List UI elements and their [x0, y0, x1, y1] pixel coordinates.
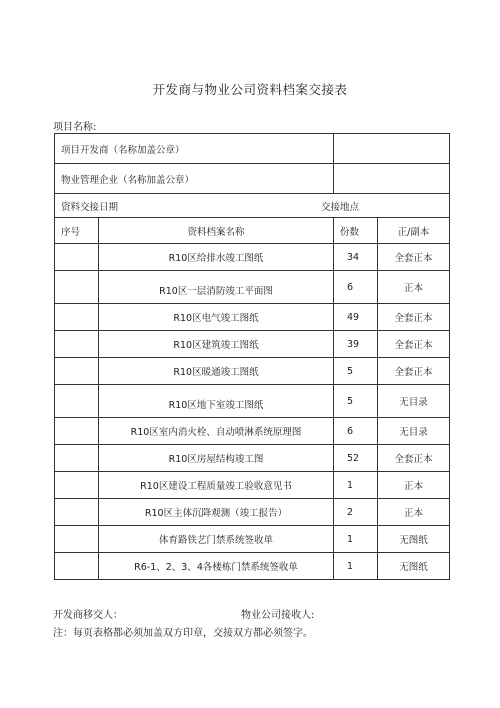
- row-document-name: R10区给排水竣工图纸: [99, 244, 334, 271]
- row-document-name: R10区主体沉降观测（竣工报告）: [99, 499, 334, 526]
- row-copy-type: 无目录: [378, 385, 450, 418]
- page-title: 开发商与物业公司资料档案交接表: [152, 82, 348, 97]
- developer-value-cell[interactable]: [334, 134, 450, 164]
- property-receiver-label: 物业公司接收人:: [241, 610, 315, 621]
- property-value-cell[interactable]: [334, 164, 450, 194]
- developer-row: [55, 134, 450, 164]
- property-row: [55, 164, 450, 194]
- handover-table: [54, 133, 450, 580]
- handover-place-label: 交接地点: [321, 201, 360, 213]
- row-seq-cell: [55, 244, 99, 271]
- row-seq-cell: [55, 304, 99, 331]
- row-count: 1: [334, 526, 378, 553]
- row-seq-cell: [55, 445, 99, 472]
- row-seq-cell: [55, 331, 99, 358]
- row-seq-cell: [55, 418, 99, 445]
- row-seq-cell: [55, 472, 99, 499]
- handover-date-cell: [55, 194, 450, 218]
- row-count: 39: [334, 331, 378, 358]
- table-row: [55, 445, 450, 472]
- row-document-name: R10区室内消火栓、自动喷淋系统原理图: [99, 418, 334, 445]
- row-document-name: R10区一层消防竣工平面图: [99, 271, 334, 304]
- row-count: 1: [334, 553, 378, 580]
- row-seq-cell: [55, 358, 99, 385]
- footer-note: 注：每页表格都必须加盖双方印章，交接双方都必须签字。: [53, 628, 313, 639]
- row-seq-cell: [55, 271, 99, 304]
- row-count: 6: [334, 418, 378, 445]
- row-copy-type: 正本: [378, 472, 450, 499]
- developer-label: 项目开发商（名称加盖公章）: [55, 134, 334, 164]
- row-copy-type: 全套正本: [378, 244, 450, 271]
- table-row: [55, 331, 450, 358]
- table-row: [55, 526, 450, 553]
- row-document-name: R10区暖通竣工图纸: [99, 358, 334, 385]
- row-count: 5: [334, 358, 378, 385]
- table-row: [55, 472, 450, 499]
- table-row: [55, 385, 450, 418]
- row-copy-type: 无图纸: [378, 526, 450, 553]
- row-count: 6: [334, 271, 378, 304]
- row-document-name: 体育路铁艺门禁系统签收单: [99, 526, 334, 553]
- row-document-name: R6-1、2、3、4各楼栋门禁系统签收单: [99, 553, 334, 580]
- row-document-name: R10区建设工程质量竣工验收意见书: [99, 472, 334, 499]
- row-document-name: R10区电气竣工图纸: [99, 304, 334, 331]
- table-row: [55, 553, 450, 580]
- table-body: [55, 244, 450, 580]
- header-type: 正/副本: [378, 218, 450, 244]
- row-copy-type: 正本: [378, 499, 450, 526]
- table-row: [55, 244, 450, 271]
- row-count: 2: [334, 499, 378, 526]
- header-name: 资料档案名称: [99, 218, 334, 244]
- header-count: 份数: [334, 218, 378, 244]
- row-document-name: R10区房屋结构竣工图: [99, 445, 334, 472]
- table-header-row: [55, 218, 450, 244]
- table-row: [55, 358, 450, 385]
- row-copy-type: 无目录: [378, 418, 450, 445]
- row-count: 34: [334, 244, 378, 271]
- row-seq-cell: [55, 385, 99, 418]
- row-document-name: R10区建筑竣工图纸: [99, 331, 334, 358]
- table-row: [55, 304, 450, 331]
- row-copy-type: 无图纸: [378, 553, 450, 580]
- project-name-label: 项目名称:: [53, 122, 97, 133]
- row-seq-cell: [55, 553, 99, 580]
- row-count: 52: [334, 445, 378, 472]
- row-count: 1: [334, 472, 378, 499]
- row-copy-type: 全套正本: [378, 445, 450, 472]
- row-count: 49: [334, 304, 378, 331]
- row-copy-type: 正本: [378, 271, 450, 304]
- property-label: 物业管理企业（名称加盖公章）: [55, 164, 334, 194]
- row-document-name: R10区地下室竣工图纸: [99, 385, 334, 418]
- signature-line: [53, 606, 315, 621]
- row-seq-cell: [55, 526, 99, 553]
- developer-transfer-label: 开发商移交人：: [53, 610, 123, 621]
- row-copy-type: 全套正本: [378, 358, 450, 385]
- row-seq-cell: [55, 499, 99, 526]
- row-count: 5: [334, 385, 378, 418]
- handover-date-label: 资料交接日期: [61, 201, 119, 213]
- table-row: [55, 499, 450, 526]
- table-row: [55, 418, 450, 445]
- row-copy-type: 全套正本: [378, 331, 450, 358]
- table-row: [55, 271, 450, 304]
- handover-date-row: [55, 194, 450, 218]
- header-seq: 序号: [55, 218, 99, 244]
- row-copy-type: 全套正本: [378, 304, 450, 331]
